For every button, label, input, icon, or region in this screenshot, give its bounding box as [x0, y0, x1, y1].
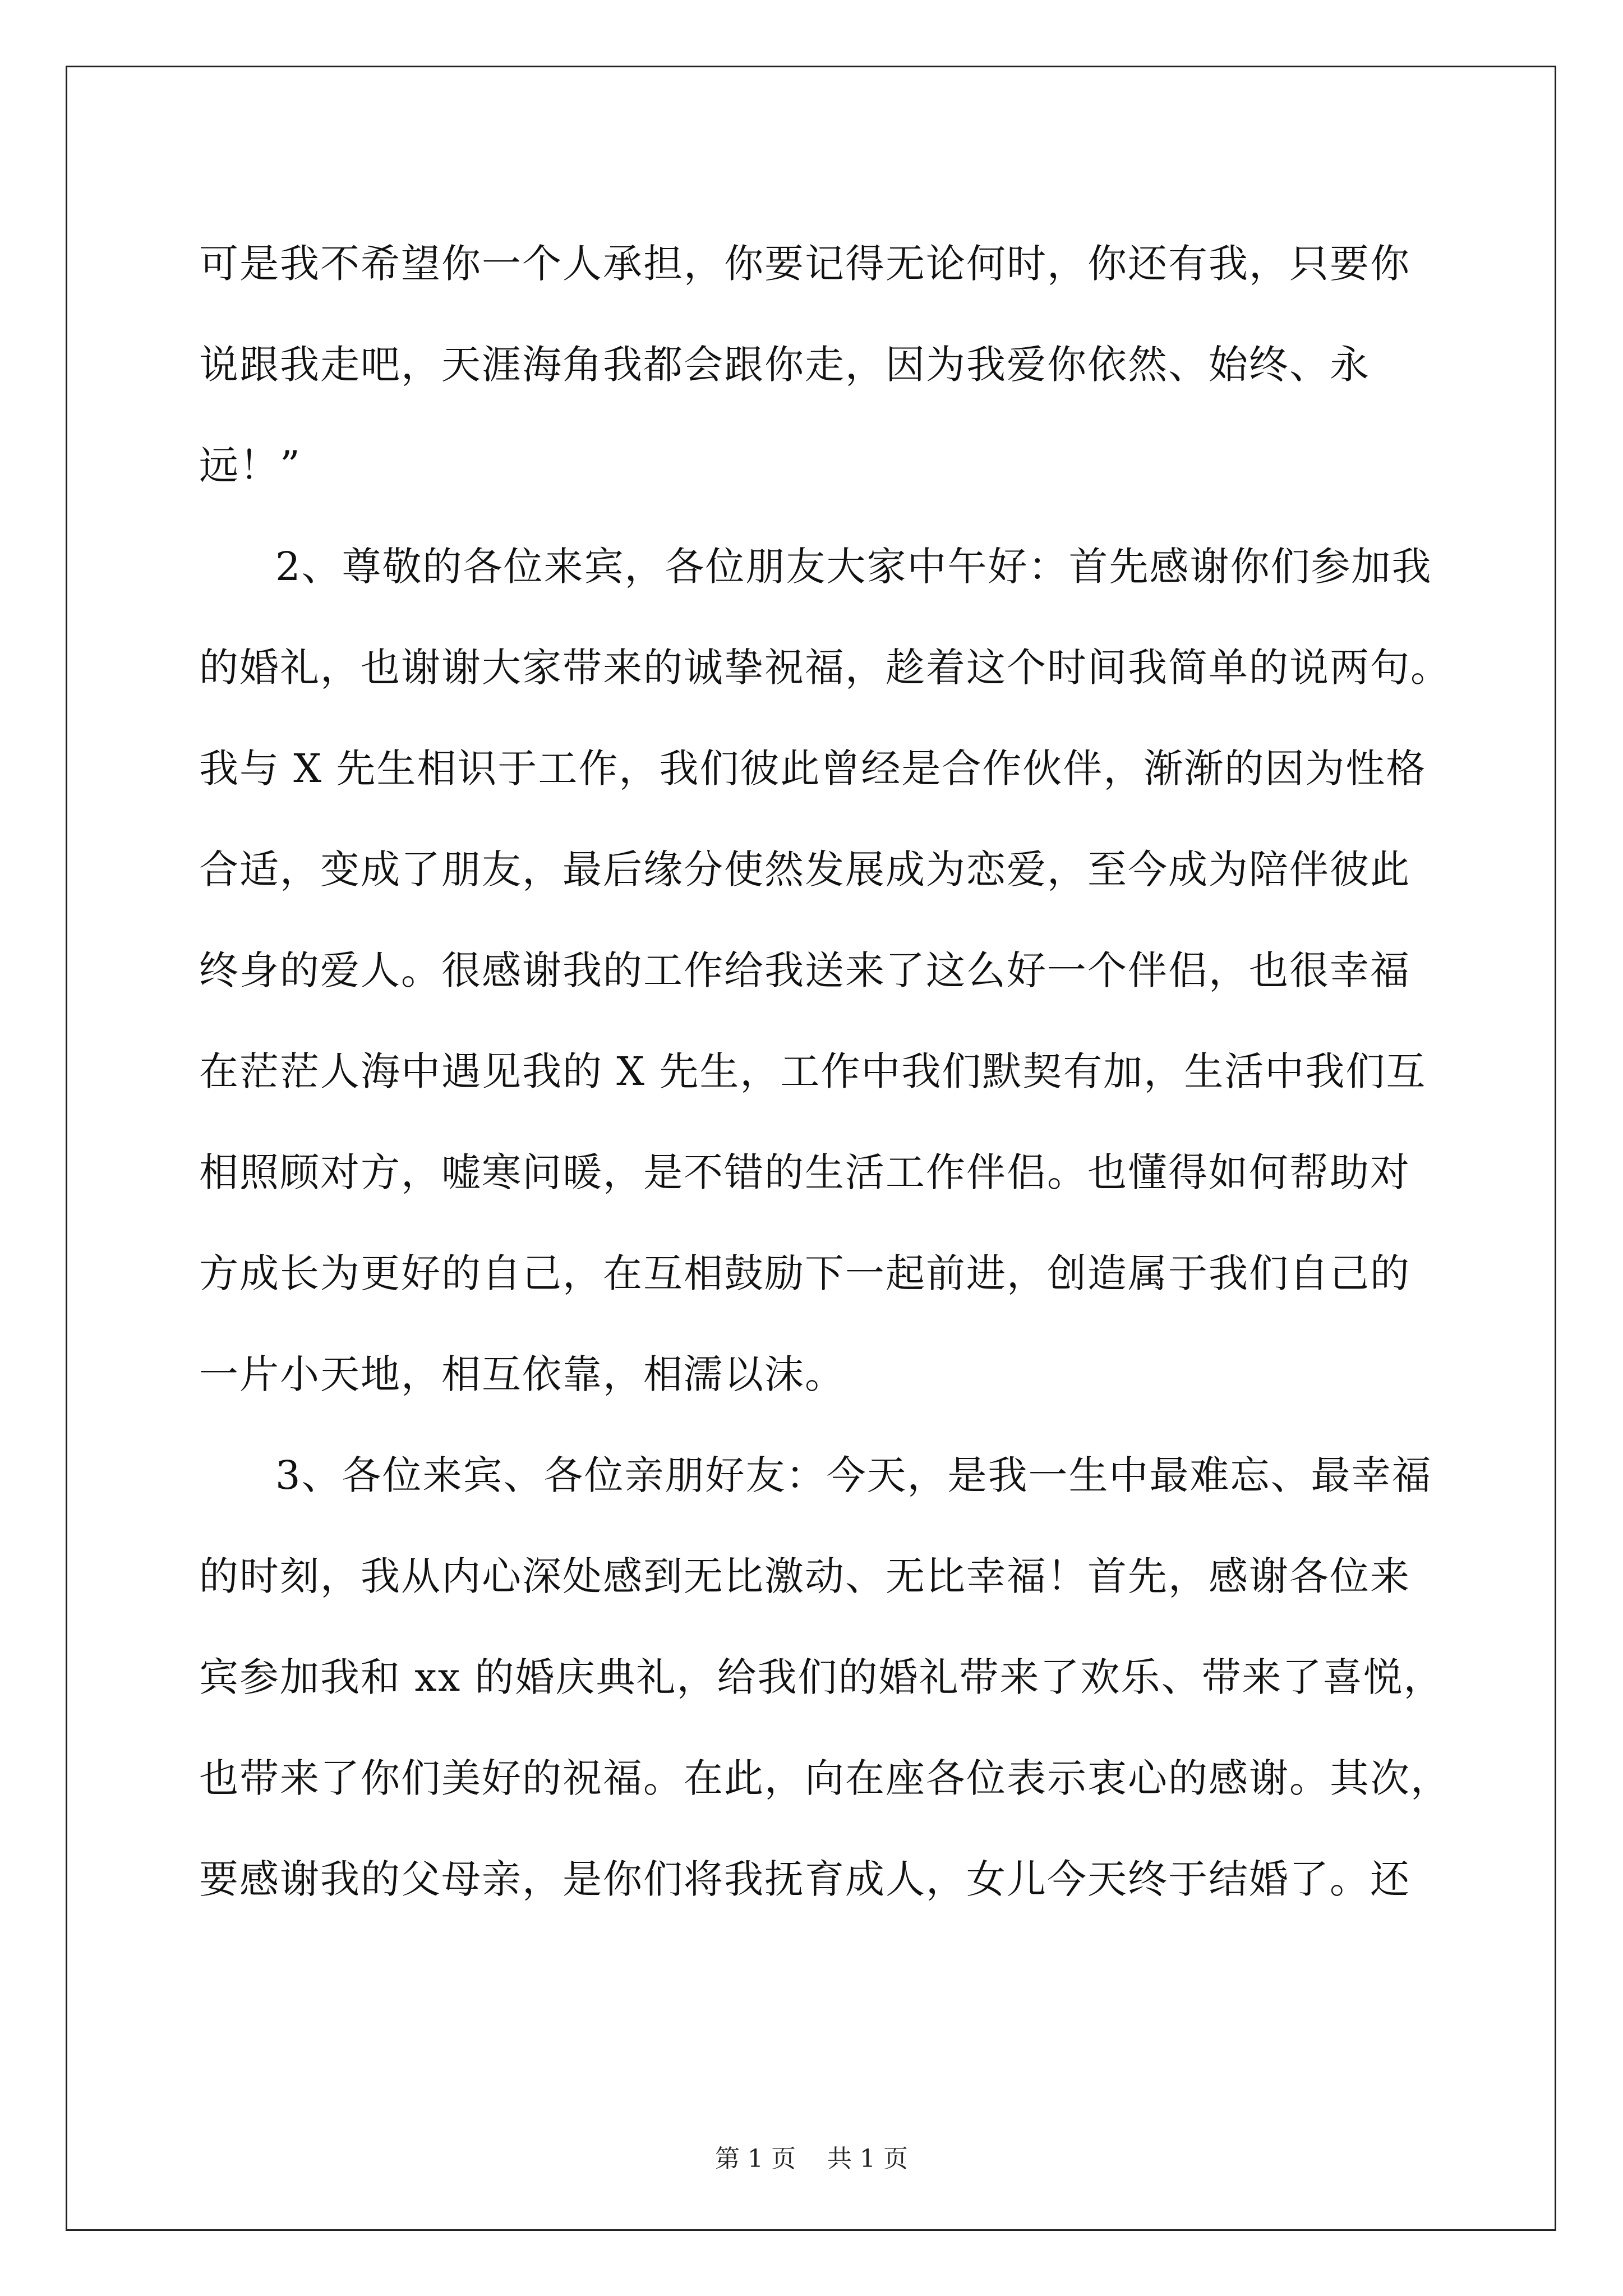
paragraph-start-line: 2、尊敬的各位来宾，各位朋友大家中午好：首先感谢你们参加我 — [275, 544, 1432, 590]
text-line: 在茫茫人海中遇见我的 X 先生，工作中我们默契有加，生活中我们互 — [199, 1048, 1427, 1094]
text-line: 也带来了你们美好的祝福。在此，向在座各位表示衷心的感谢。其次， — [199, 1755, 1451, 1801]
text-line: 一片小天地，相互依靠，相濡以沫。 — [199, 1351, 845, 1397]
text-line: 要感谢我的父母亲，是你们将我抚育成人，女儿今天终于结婚了。还 — [199, 1856, 1410, 1902]
text-line: 相照顾对方，嘘寒问暖，是不错的生活工作伴侣。也懂得如何帮助对 — [199, 1149, 1410, 1195]
text-line: 方成长为更好的自己，在互相鼓励下一起前进，创造属于我们自己的 — [199, 1250, 1410, 1296]
paragraph-start-line: 3、各位来宾、各位亲朋好友：今天，是我一生中最难忘、最幸福 — [275, 1452, 1432, 1498]
text-line: 说跟我走吧，天涯海角我都会跟你走，因为我爱你依然、始终、永 — [199, 342, 1370, 388]
text-line: 的婚礼，也谢谢大家带来的诚挚祝福，趁着这个时间我简单的说两句。 — [199, 645, 1451, 691]
page-number: 第 1 页 — [715, 2145, 796, 2173]
text-line: 终身的爱人。很感谢我的工作给我送来了这么好一个伴侣，也很幸福 — [199, 947, 1410, 993]
text-line: 合适，变成了朋友，最后缘分使然发展成为恋爱，至今成为陪伴彼此 — [199, 846, 1410, 892]
text-line: 可是我不希望你一个人承担，你要记得无论何时，你还有我，只要你 — [199, 241, 1410, 287]
page-footer — [0, 2138, 1623, 2174]
text-line: 远！” — [199, 443, 301, 489]
text-line: 的时刻，我从内心深处感到无比激动、无比幸福！首先，感谢各位来 — [199, 1553, 1410, 1599]
text-line: 我与 X 先生相识于工作，我们彼此曾经是合作伙伴，渐渐的因为性格 — [199, 746, 1427, 792]
text-line: 宾参加我和 xx 的婚庆典礼，给我们的婚礼带来了欢乐、带来了喜悦， — [199, 1654, 1444, 1700]
document-body — [199, 213, 1451, 1930]
page-total: 共 1 页 — [827, 2145, 908, 2173]
